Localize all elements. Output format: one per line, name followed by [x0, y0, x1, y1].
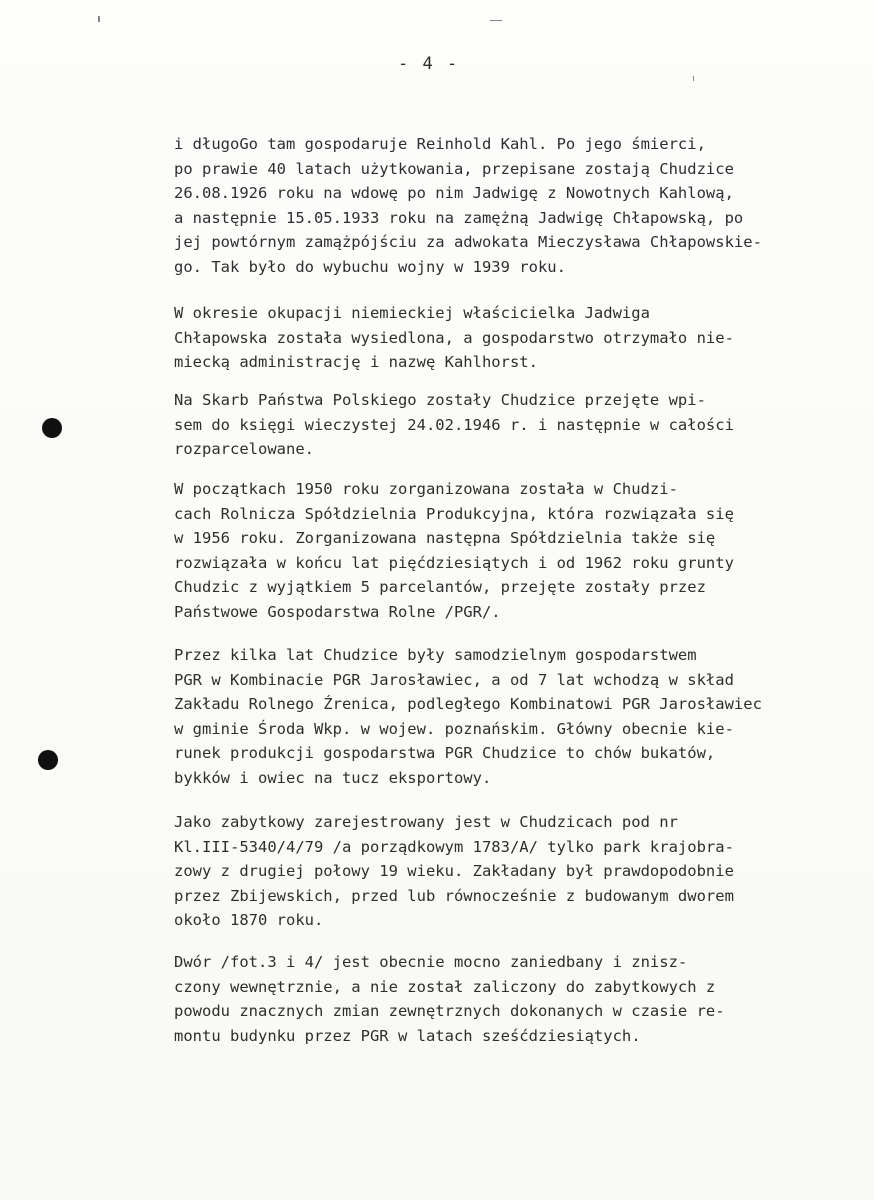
paragraph — [174, 950, 725, 1048]
text-line: miecką administrację i nazwę Kahlhorst. — [174, 353, 538, 371]
text-line: po prawie 40 latach użytkowania, przepisane zostają Chudzice — [174, 159, 734, 178]
paragraph — [174, 810, 734, 933]
paragraph — [174, 388, 734, 462]
paragraph — [174, 301, 734, 375]
text-line: w 1956 roku. Zorganizowana następna Spółdzielnia także się — [174, 529, 716, 547]
punch-hole — [38, 750, 58, 770]
text-line: Przez kilka lat Chudzice były samodzielnym gospodarstwem — [174, 646, 697, 664]
text-line: Chudzic z wyjątkiem 5 parcelantów, przejęte zostały przez — [174, 578, 706, 596]
text-line: powodu znacznych zmian zewnętrznych dokonanych w czasie re- — [174, 1002, 725, 1020]
text-line: cach Rolnicza Spółdzielnia Produkcyjna, która rozwiązała się — [174, 504, 734, 523]
text-line: jej powtórnym zamążpójściu za adwokata Mieczysława Chłapowskie- — [174, 233, 762, 251]
paper-mark — [693, 76, 694, 81]
text-line: 26.08.1926 roku na wdowę po nim Jadwigę z Nowotnych Kahlową, — [174, 184, 734, 202]
text-line: przez Zbijewskich, przed lub równocześnie z budowanym dworem — [174, 886, 734, 905]
text-line: rozparcelowane. — [174, 440, 314, 458]
text-line: Kl.III-5340/4/79 /a porządkowym 1783/A/ tylko park krajobra- — [174, 837, 734, 856]
paragraph — [174, 643, 762, 790]
text-line: zowy z drugiej połowy 19 wieku. Zakładany był prawdopodobnie — [174, 862, 734, 880]
paper-mark — [98, 16, 100, 22]
text-line: runek produkcji gospodarstwa PGR Chudzice to chów bukatów, — [174, 744, 716, 762]
paragraph — [174, 477, 734, 624]
text-line: go. Tak było do wybuchu wojny w 1939 roku. — [174, 257, 566, 276]
page-number: - 4 - — [398, 54, 460, 74]
text-line: Państwowe Gospodarstwa Rolne /PGR/. — [174, 602, 501, 621]
text-line: W okresie okupacji niemieckiej właścicielka Jadwiga — [174, 304, 650, 322]
text-line: czony wewnętrznie, a nie został zaliczony do zabytkowych z — [174, 977, 716, 996]
punch-hole — [42, 418, 62, 438]
paper-mark — [490, 20, 502, 21]
text-line: a następnie 15.05.1933 roku na zamężną Jadwigę Chłapowską, po — [174, 208, 744, 227]
text-line: i długoGo tam gospodaruje Reinhold Kahl. Po jego śmierci, — [174, 135, 706, 153]
text-line: W początkach 1950 roku zorganizowana została w Chudzi- — [174, 480, 678, 498]
text-line: około 1870 roku. — [174, 911, 324, 929]
text-line: bykków i owiec na tucz eksportowy. — [174, 768, 492, 787]
text-line: montu budynku przez PGR w latach sześćdziesiątych. — [174, 1026, 641, 1045]
text-line: Na Skarb Państwa Polskiego zostały Chudzice przejęte wpi- — [174, 391, 706, 409]
text-line: Chłapowska została wysiedlona, a gospodarstwo otrzymało nie- — [174, 328, 734, 347]
text-line: PGR w Kombinacie PGR Jarosławiec, a od 7 lat wchodzą w skład — [174, 670, 734, 689]
paragraph — [174, 132, 762, 279]
text-line: Zakładu Rolnego Źrenica, podległego Kombinatowi PGR Jarosławiec — [174, 695, 762, 713]
text-line: Dwór /fot.3 i 4/ jest obecnie mocno zaniedbany i znisz- — [174, 953, 688, 971]
text-line: rozwiązała w końcu lat pięćdziesiątych i od 1962 roku grunty — [174, 553, 734, 572]
text-line: sem do księgi wieczystej 24.02.1946 r. i następnie w całości — [174, 415, 734, 434]
text-line: Jako zabytkowy zarejestrowany jest w Chudzicach pod nr — [174, 813, 678, 831]
text-line: w gminie Środa Wkp. w wojew. poznańskim. Główny obecnie kie- — [174, 719, 734, 738]
